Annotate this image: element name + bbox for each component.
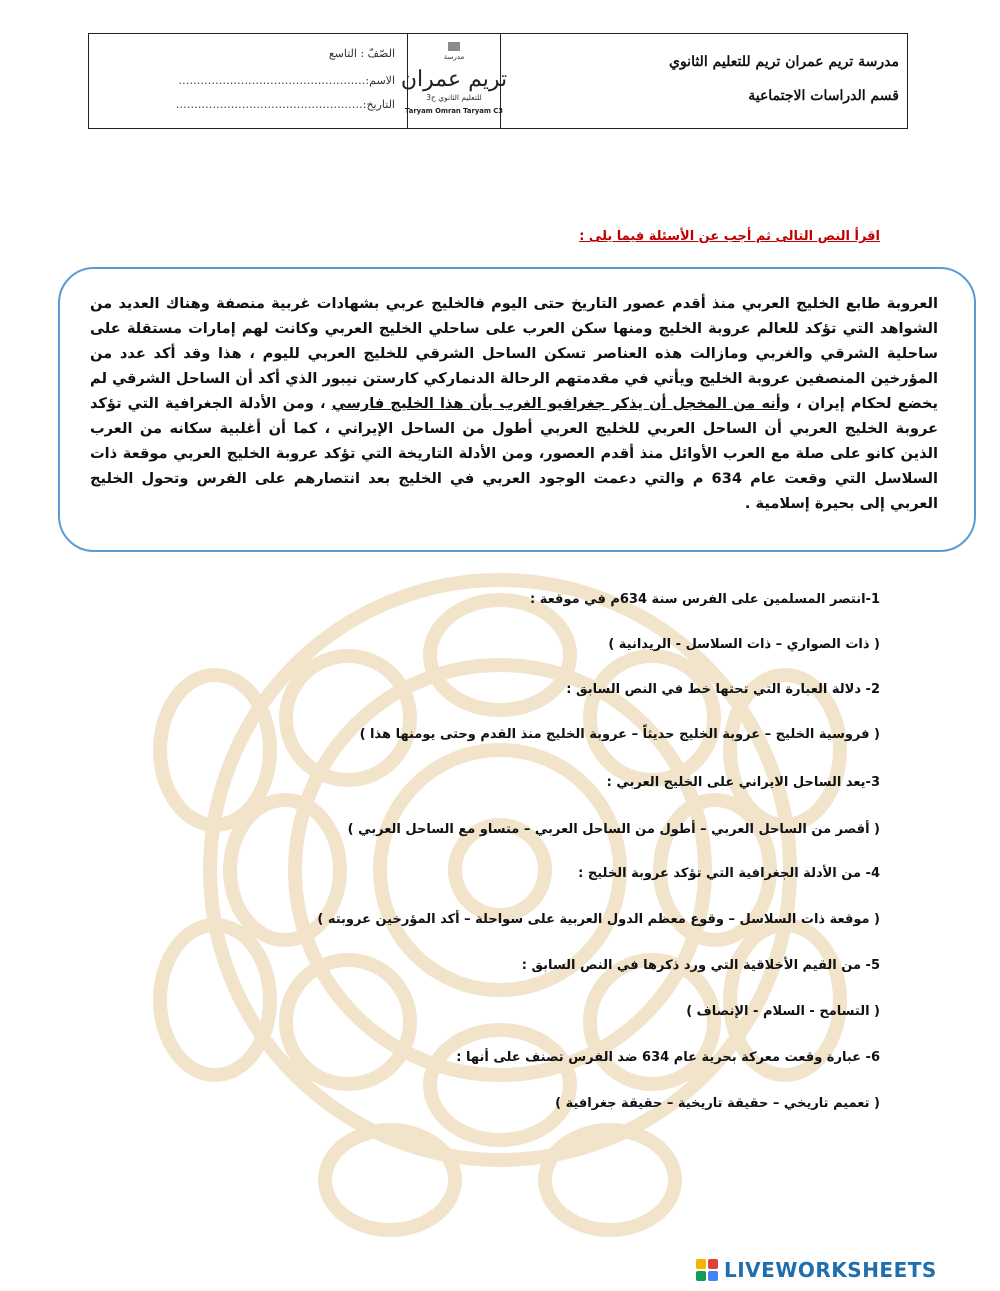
options-3[interactable]: ( أقصر من الساحل العربي – أطول من الساحل العربي – متساو مع الساحل العربي ) bbox=[347, 822, 880, 837]
question-5: 5- من القيم الأخلاقية التي ورد ذكرها في النص السابق : bbox=[521, 958, 880, 973]
question-1: 1-انتصر المسلمين على الفرس سنة 634م في موقعة : bbox=[529, 592, 880, 607]
date-label: التاريخ: bbox=[362, 98, 395, 111]
options-5[interactable]: ( التسامح - السلام - الإنصاف ) bbox=[686, 1004, 880, 1019]
student-info bbox=[89, 34, 408, 128]
logo-name-ar: تريم عمران bbox=[400, 67, 508, 92]
name-label: الاسم: bbox=[365, 74, 395, 87]
liveworksheets-brand[interactable] bbox=[696, 1258, 937, 1282]
passage-underlined-text: وأنه من المخجل أن يذكر جغرافيو الغرب بأن هذا الخليج فارسي bbox=[331, 395, 790, 412]
liveworksheets-logo-icon bbox=[696, 1259, 718, 1281]
school-name: مدرسة تريم عمران تريم للتعليم الثانوي bbox=[668, 54, 899, 70]
date-dots: …………………………………………… bbox=[175, 98, 363, 111]
school-info bbox=[501, 34, 907, 128]
header-box bbox=[88, 33, 908, 129]
options-4[interactable]: ( موقعة ذات السلاسل – وقوع معظم الدول العربية على سواحلة – أكد المؤرخين عروبته ) bbox=[317, 912, 880, 927]
school-logo bbox=[400, 34, 508, 128]
logo-name-en: Taryam Omran Taryam C3 bbox=[404, 107, 504, 115]
question-3: 3-يعد الساحل الايراني على الخليج العربي : bbox=[606, 775, 880, 790]
options-6[interactable]: ( تعميم تاريخي – حقيقة تاريخية – حقيقة جغرافية ) bbox=[555, 1096, 880, 1111]
instruction-text: اقرأ النص التالى ثم أجب عن الأسئلة فيما يلى : bbox=[579, 229, 880, 244]
question-6: 6- عبارة وقعت معركة بحرية عام 634 ضد الفرس تصنف على أنها : bbox=[456, 1050, 880, 1065]
brand-text: LIVEWORKSHEETS bbox=[724, 1258, 937, 1282]
name-dots: …………………………………………… bbox=[178, 74, 366, 87]
passage-text-part2: ، ومن الأدلة الجغرافية التي تؤكد عروبة الخليج العربي أن الساحل العربي للخليج العربي أطول من الساحل الإيراني ، كما أن أغلبية سكانه من العرب الذين كانو على صلة مع العرب الأوائل منذ أقدم العصور، ومن الأدلة التاريخة التي تؤكد عروبة الخليج العربي موقعة ذات السلاسل التي وقعت عام 634 م والتي دعمت الوجود العربي في الخليج بعد انتصارهم على الفرس وتحول الخليج العربي إلى بحيرة إسلامية . bbox=[90, 395, 938, 512]
date-field[interactable] bbox=[176, 98, 395, 111]
grade-label: الصّفّ : التاسع bbox=[328, 47, 395, 60]
logo-subtitle-ar: للتعليم الثانوي ح3 bbox=[426, 93, 482, 102]
question-4: 4- من الأدلة الجغرافية التي تؤكد عروبة الخليج : bbox=[578, 866, 880, 881]
department-name: قسم الدراسات الاجتماعية bbox=[748, 88, 899, 104]
school-logo-graphic bbox=[400, 34, 508, 128]
passage-text-part1: العروبة طابع الخليج العربي منذ أقدم عصور التاريخ حتى اليوم فالخليج عربي بشهادات غربية منصفة وهناك العديد من الشواهد التي تؤكد للعالم عروبة الخليج ومنها سكن العرب على ساحلي الخليج العربي وكانت لهم إمارات مستقلة على ساحلية الشرقي والغربي ومازالت هذه العناصر تسكن الساحل الشرقي للخليج العربي لليوم ، هذا وقد أكد عدد من المؤرخين المنصفين عروبة الخليج ويأتي في مقدمتهم الرحالة الدنماركي كارستن نيبور الذي أكد أن الساحل الشرقي لم يخضع لحكام إيران ، bbox=[90, 295, 938, 412]
name-field[interactable] bbox=[178, 74, 395, 87]
reading-passage bbox=[58, 267, 976, 552]
logo-school-word: مدرسة bbox=[443, 53, 465, 61]
options-2[interactable]: ( فروسية الخليج – عروبة الخليج حديثاً – عروبة الخليج منذ القدم وحتى يومنها هذا ) bbox=[359, 727, 880, 742]
question-2: 2- دلالة العبارة التي تحتها خط في النص السابق : bbox=[566, 682, 880, 697]
options-1[interactable]: ( ذات الصواري – ذات السلاسل - الريدانية ) bbox=[608, 637, 880, 652]
